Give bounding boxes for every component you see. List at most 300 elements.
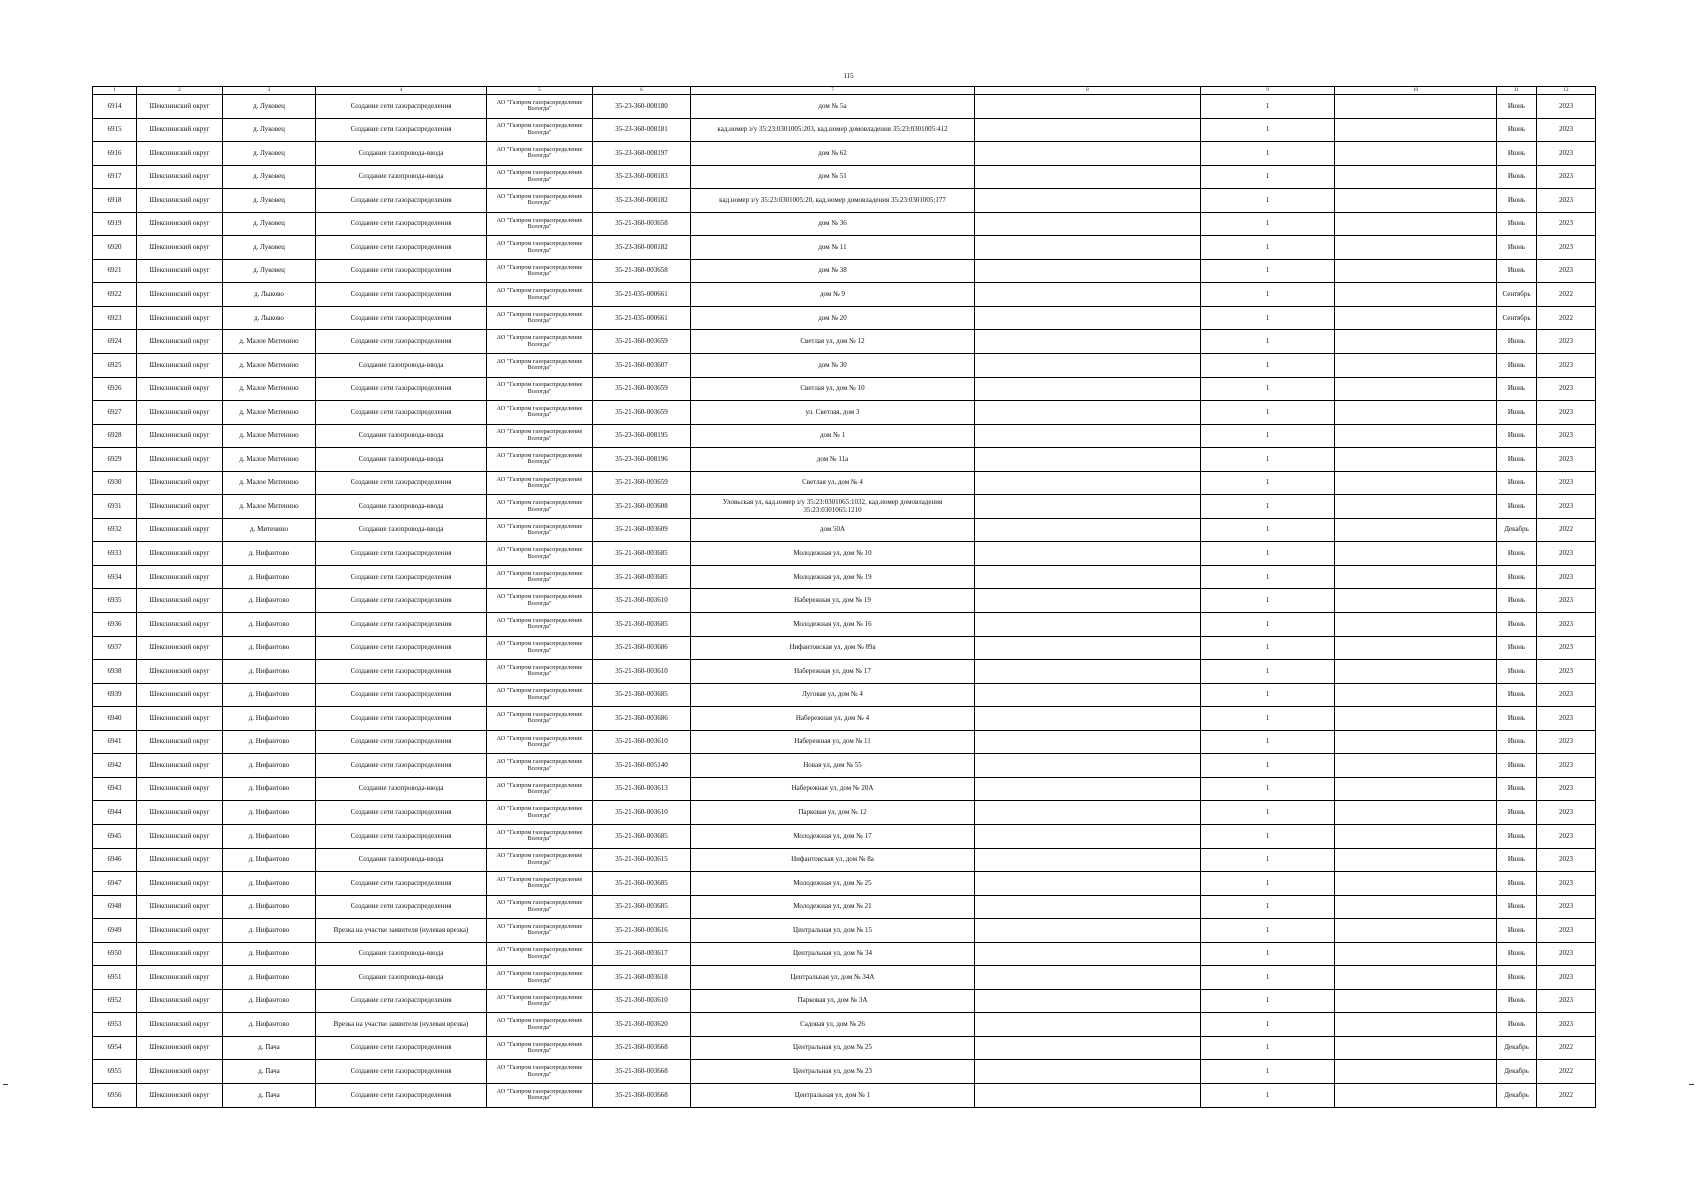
work-type-cell: Создание газопровода-ввода [316, 424, 487, 448]
year-cell: 2023 [1537, 754, 1596, 778]
settlement-cell: д. Нифантово [223, 777, 316, 801]
col-10-cell [1335, 919, 1497, 943]
col-8-cell [975, 118, 1201, 142]
organization-cell: АО "Газпром газораспределение Вологда" [487, 518, 593, 542]
table-row [93, 919, 1596, 943]
district-cell: Шекснинский округ [137, 683, 223, 707]
district-cell: Шекснинский округ [137, 966, 223, 990]
column-number-8: 8 [975, 87, 1201, 95]
work-type-cell: Создание сети газораспределения [316, 306, 487, 330]
quantity-cell: 1 [1201, 589, 1335, 613]
work-type-cell: Создание сети газораспределения [316, 542, 487, 566]
quantity-cell: 1 [1201, 989, 1335, 1013]
quantity-cell: 1 [1201, 730, 1335, 754]
organization-cell: АО "Газпром газораспределение Вологда" [487, 777, 593, 801]
application-number-cell: 35-21-360-003668 [593, 1060, 691, 1084]
table-row [93, 236, 1596, 260]
gas-connection-register-table [92, 86, 1596, 1108]
district-cell: Шекснинский округ [137, 495, 223, 519]
row-number-cell: 6931 [93, 495, 137, 519]
year-cell: 2023 [1537, 683, 1596, 707]
organization-cell: АО "Газпром газораспределение Вологда" [487, 942, 593, 966]
address-cell: Центральная ул, дом № 23 [691, 1060, 975, 1084]
table-row [93, 283, 1596, 307]
month-cell: Июнь [1497, 330, 1537, 354]
organization-cell: АО "Газпром газораспределение Вологда" [487, 118, 593, 142]
quantity-cell: 1 [1201, 189, 1335, 213]
table-row [93, 142, 1596, 166]
row-number-cell: 6956 [93, 1083, 137, 1107]
address-cell: дом № 51 [691, 165, 975, 189]
address-cell: Светлая ул, дом № 12 [691, 330, 975, 354]
organization-cell: АО "Газпром газораспределение Вологда" [487, 1013, 593, 1037]
quantity-cell: 1 [1201, 1036, 1335, 1060]
work-type-cell: Создание сети газораспределения [316, 801, 487, 825]
quantity-cell: 1 [1201, 354, 1335, 378]
work-type-cell: Врезка на участке заявителя (нулевая врезка) [316, 1013, 487, 1037]
settlement-cell: д. Луковец [223, 259, 316, 283]
col-10-cell [1335, 989, 1497, 1013]
settlement-cell: д. Нифантово [223, 989, 316, 1013]
work-type-cell: Создание сети газораспределения [316, 1036, 487, 1060]
organization-cell: АО "Газпром газораспределение Вологда" [487, 707, 593, 731]
col-8-cell [975, 1013, 1201, 1037]
table-row [93, 354, 1596, 378]
month-cell: Июнь [1497, 730, 1537, 754]
row-number-cell: 6924 [93, 330, 137, 354]
year-cell: 2023 [1537, 966, 1596, 990]
column-number-9: 9 [1201, 87, 1335, 95]
settlement-cell: д. Малое Митенино [223, 330, 316, 354]
row-number-cell: 6926 [93, 377, 137, 401]
month-cell: Июнь [1497, 824, 1537, 848]
col-8-cell [975, 754, 1201, 778]
col-10-cell [1335, 872, 1497, 896]
column-number-11: 11 [1497, 87, 1537, 95]
col-8-cell [975, 683, 1201, 707]
organization-cell: АО "Газпром газораспределение Вологда" [487, 542, 593, 566]
col-10-cell [1335, 1083, 1497, 1107]
col-8-cell [975, 424, 1201, 448]
month-cell: Июнь [1497, 660, 1537, 684]
column-number-3: 3 [223, 87, 316, 95]
settlement-cell: д. Малое Митенино [223, 495, 316, 519]
application-number-cell: 35-21-360-003658 [593, 259, 691, 283]
col-8-cell [975, 259, 1201, 283]
col-10-cell [1335, 636, 1497, 660]
organization-cell: АО "Газпром газораспределение Вологда" [487, 471, 593, 495]
row-number-cell: 6954 [93, 1036, 137, 1060]
month-cell: Июнь [1497, 636, 1537, 660]
settlement-cell: д. Нифантово [223, 730, 316, 754]
right-edge-mark [1689, 1084, 1694, 1085]
month-cell: Июнь [1497, 707, 1537, 731]
quantity-cell: 1 [1201, 824, 1335, 848]
month-cell: Июнь [1497, 259, 1537, 283]
row-number-cell: 6921 [93, 259, 137, 283]
year-cell: 2023 [1537, 660, 1596, 684]
month-cell: Июнь [1497, 989, 1537, 1013]
col-8-cell [975, 707, 1201, 731]
district-cell: Шекснинский округ [137, 707, 223, 731]
table-row [93, 683, 1596, 707]
address-cell: Центральная ул, дом № 15 [691, 919, 975, 943]
table-row [93, 801, 1596, 825]
table-row [93, 660, 1596, 684]
col-8-cell [975, 283, 1201, 307]
application-number-cell: 35-21-360-003668 [593, 1083, 691, 1107]
application-number-cell: 35-21-360-003668 [593, 1036, 691, 1060]
district-cell: Шекснинский округ [137, 636, 223, 660]
col-8-cell [975, 730, 1201, 754]
row-number-cell: 6948 [93, 895, 137, 919]
month-cell: Июнь [1497, 424, 1537, 448]
table-row [93, 707, 1596, 731]
left-edge-mark [3, 1084, 8, 1085]
quantity-cell: 1 [1201, 872, 1335, 896]
col-10-cell [1335, 165, 1497, 189]
address-cell: Молодежная ул, дом № 16 [691, 613, 975, 637]
work-type-cell: Создание сети газораспределения [316, 895, 487, 919]
col-8-cell [975, 471, 1201, 495]
col-10-cell [1335, 707, 1497, 731]
col-10-cell [1335, 824, 1497, 848]
district-cell: Шекснинский округ [137, 471, 223, 495]
year-cell: 2023 [1537, 424, 1596, 448]
year-cell: 2023 [1537, 613, 1596, 637]
application-number-cell: 35-21-360-003658 [593, 212, 691, 236]
organization-cell: АО "Газпром газораспределение Вологда" [487, 848, 593, 872]
address-cell: Новая ул, дом № 55 [691, 754, 975, 778]
address-cell: Нифантовская ул, дом № 8а [691, 848, 975, 872]
col-10-cell [1335, 966, 1497, 990]
work-type-cell: Создание сети газораспределения [316, 1060, 487, 1084]
settlement-cell: д. Нифантово [223, 848, 316, 872]
settlement-cell: д. Малое Митенино [223, 377, 316, 401]
settlement-cell: д. Нифантово [223, 542, 316, 566]
column-number-5: 5 [487, 87, 593, 95]
organization-cell: АО "Газпром газораспределение Вологда" [487, 165, 593, 189]
settlement-cell: д. Луковец [223, 236, 316, 260]
year-cell: 2023 [1537, 330, 1596, 354]
work-type-cell: Создание сети газораспределения [316, 683, 487, 707]
month-cell: Июнь [1497, 401, 1537, 425]
application-number-cell: 35-21-360-003610 [593, 589, 691, 613]
application-number-cell: 35-23-360-008196 [593, 448, 691, 472]
col-10-cell [1335, 565, 1497, 589]
work-type-cell: Создание сети газораспределения [316, 236, 487, 260]
quantity-cell: 1 [1201, 236, 1335, 260]
organization-cell: АО "Газпром газораспределение Вологда" [487, 989, 593, 1013]
table-row [93, 189, 1596, 213]
settlement-cell: д. Нифантово [223, 824, 316, 848]
quantity-cell: 1 [1201, 707, 1335, 731]
row-number-cell: 6938 [93, 660, 137, 684]
work-type-cell: Создание газопровода-ввода [316, 354, 487, 378]
organization-cell: АО "Газпром газораспределение Вологда" [487, 872, 593, 896]
month-cell: Июнь [1497, 919, 1537, 943]
col-10-cell [1335, 1060, 1497, 1084]
col-8-cell [975, 542, 1201, 566]
application-number-cell: 35-23-360-008181 [593, 118, 691, 142]
address-cell: Молодежная ул, дом № 25 [691, 872, 975, 896]
settlement-cell: д. Пача [223, 1060, 316, 1084]
table-row [93, 118, 1596, 142]
row-number-cell: 6935 [93, 589, 137, 613]
settlement-cell: д. Малое Митенино [223, 448, 316, 472]
organization-cell: АО "Газпром газораспределение Вологда" [487, 1060, 593, 1084]
table-row [93, 471, 1596, 495]
quantity-cell: 1 [1201, 495, 1335, 519]
month-cell: Июнь [1497, 95, 1537, 119]
column-number-2: 2 [137, 87, 223, 95]
application-number-cell: 35-23-360-008182 [593, 189, 691, 213]
work-type-cell: Создание сети газораспределения [316, 589, 487, 613]
district-cell: Шекснинский округ [137, 754, 223, 778]
col-8-cell [975, 919, 1201, 943]
month-cell: Июнь [1497, 165, 1537, 189]
work-type-cell: Создание сети газораспределения [316, 824, 487, 848]
district-cell: Шекснинский округ [137, 565, 223, 589]
address-cell: Светлая ул, дом № 10 [691, 377, 975, 401]
col-8-cell [975, 966, 1201, 990]
year-cell: 2023 [1537, 471, 1596, 495]
district-cell: Шекснинский округ [137, 942, 223, 966]
year-cell: 2023 [1537, 189, 1596, 213]
quantity-cell: 1 [1201, 777, 1335, 801]
quantity-cell: 1 [1201, 330, 1335, 354]
row-number-cell: 6919 [93, 212, 137, 236]
table-row [93, 259, 1596, 283]
col-8-cell [975, 448, 1201, 472]
year-cell: 2023 [1537, 636, 1596, 660]
district-cell: Шекснинский округ [137, 424, 223, 448]
address-cell: Молодежная ул, дом № 10 [691, 542, 975, 566]
col-10-cell [1335, 942, 1497, 966]
col-8-cell [975, 495, 1201, 519]
row-number-cell: 6930 [93, 471, 137, 495]
row-number-cell: 6923 [93, 306, 137, 330]
quantity-cell: 1 [1201, 683, 1335, 707]
month-cell: Июнь [1497, 236, 1537, 260]
year-cell: 2023 [1537, 989, 1596, 1013]
row-number-cell: 6925 [93, 354, 137, 378]
year-cell: 2022 [1537, 1036, 1596, 1060]
district-cell: Шекснинский округ [137, 613, 223, 637]
work-type-cell: Создание сети газораспределения [316, 565, 487, 589]
col-8-cell [975, 377, 1201, 401]
year-cell: 2023 [1537, 848, 1596, 872]
application-number-cell: 35-21-360-003685 [593, 683, 691, 707]
application-number-cell: 35-23-360-008183 [593, 165, 691, 189]
table-row [93, 636, 1596, 660]
year-cell: 2022 [1537, 283, 1596, 307]
table-row [93, 613, 1596, 637]
district-cell: Шекснинский округ [137, 95, 223, 119]
col-8-cell [975, 354, 1201, 378]
row-number-cell: 6916 [93, 142, 137, 166]
table-row [93, 1083, 1596, 1107]
application-number-cell: 35-21-360-003685 [593, 542, 691, 566]
col-10-cell [1335, 542, 1497, 566]
col-10-cell [1335, 259, 1497, 283]
settlement-cell: д. Нифантово [223, 707, 316, 731]
col-10-cell [1335, 895, 1497, 919]
month-cell: Декабрь [1497, 518, 1537, 542]
table-row [93, 730, 1596, 754]
quantity-cell: 1 [1201, 165, 1335, 189]
col-8-cell [975, 1036, 1201, 1060]
work-type-cell: Создание газопровода-ввода [316, 777, 487, 801]
application-number-cell: 35-21-360-003685 [593, 872, 691, 896]
table-row [93, 754, 1596, 778]
work-type-cell: Создание сети газораспределения [316, 1083, 487, 1107]
year-cell: 2023 [1537, 1013, 1596, 1037]
table-row [93, 401, 1596, 425]
col-10-cell [1335, 660, 1497, 684]
month-cell: Сентябрь [1497, 283, 1537, 307]
address-cell: дом № 5а [691, 95, 975, 119]
application-number-cell: 35-21-360-003607 [593, 354, 691, 378]
address-cell: Центральная ул, дом № 34 [691, 942, 975, 966]
col-8-cell [975, 872, 1201, 896]
quantity-cell: 1 [1201, 95, 1335, 119]
col-10-cell [1335, 330, 1497, 354]
row-number-cell: 6943 [93, 777, 137, 801]
table-row [93, 377, 1596, 401]
district-cell: Шекснинский округ [137, 401, 223, 425]
column-number-10: 10 [1335, 87, 1497, 95]
month-cell: Июнь [1497, 801, 1537, 825]
settlement-cell: д. Митенино [223, 518, 316, 542]
month-cell: Июнь [1497, 377, 1537, 401]
quantity-cell: 1 [1201, 306, 1335, 330]
organization-cell: АО "Газпром газораспределение Вологда" [487, 565, 593, 589]
year-cell: 2023 [1537, 895, 1596, 919]
col-10-cell [1335, 801, 1497, 825]
organization-cell: АО "Газпром газораспределение Вологда" [487, 95, 593, 119]
district-cell: Шекснинский округ [137, 377, 223, 401]
col-8-cell [975, 165, 1201, 189]
organization-cell: АО "Газпром газораспределение Вологда" [487, 142, 593, 166]
address-cell: Луговая ул, дом № 4 [691, 683, 975, 707]
address-cell: Нифантовская ул, дом № 89а [691, 636, 975, 660]
organization-cell: АО "Газпром газораспределение Вологда" [487, 212, 593, 236]
settlement-cell: д. Нифантово [223, 589, 316, 613]
month-cell: Июнь [1497, 118, 1537, 142]
address-cell: кад.номер з/у 35:23:0301005:203, кад.номер домовладения 35:23:0301005:412 [691, 118, 975, 142]
application-number-cell: 35-21-360-003610 [593, 660, 691, 684]
work-type-cell: Создание сети газораспределения [316, 283, 487, 307]
application-number-cell: 35-21-360-003610 [593, 730, 691, 754]
organization-cell: АО "Газпром газораспределение Вологда" [487, 1083, 593, 1107]
col-8-cell [975, 189, 1201, 213]
district-cell: Шекснинский округ [137, 824, 223, 848]
address-cell: дом № 9 [691, 283, 975, 307]
settlement-cell: д. Нифантово [223, 966, 316, 990]
row-number-cell: 6955 [93, 1060, 137, 1084]
table-row [93, 895, 1596, 919]
work-type-cell: Создание сети газораспределения [316, 401, 487, 425]
organization-cell: АО "Газпром газораспределение Вологда" [487, 636, 593, 660]
district-cell: Шекснинский округ [137, 118, 223, 142]
col-8-cell [975, 95, 1201, 119]
table-row [93, 448, 1596, 472]
application-number-cell: 35-21-360-003616 [593, 919, 691, 943]
work-type-cell: Создание сети газораспределения [316, 730, 487, 754]
year-cell: 2023 [1537, 236, 1596, 260]
row-number-cell: 6942 [93, 754, 137, 778]
row-number-cell: 6949 [93, 919, 137, 943]
address-cell: дом № 36 [691, 212, 975, 236]
work-type-cell: Создание газопровода-ввода [316, 448, 487, 472]
table-row [93, 1036, 1596, 1060]
address-cell: дом № 20 [691, 306, 975, 330]
register-sheet [92, 86, 1595, 1108]
quantity-cell: 1 [1201, 542, 1335, 566]
quantity-cell: 1 [1201, 636, 1335, 660]
month-cell: Декабрь [1497, 1060, 1537, 1084]
settlement-cell: д. Нифантово [223, 1013, 316, 1037]
row-number-cell: 6936 [93, 613, 137, 637]
address-cell: Центральная ул, дом № 34А [691, 966, 975, 990]
year-cell: 2022 [1537, 1060, 1596, 1084]
work-type-cell: Создание сети газораспределения [316, 989, 487, 1013]
year-cell: 2023 [1537, 801, 1596, 825]
col-8-cell [975, 989, 1201, 1013]
organization-cell: АО "Газпром газораспределение Вологда" [487, 1036, 593, 1060]
table-row [93, 330, 1596, 354]
row-number-cell: 6928 [93, 424, 137, 448]
application-number-cell: 35-21-360-003609 [593, 518, 691, 542]
month-cell: Июнь [1497, 212, 1537, 236]
col-10-cell [1335, 401, 1497, 425]
work-type-cell: Создание газопровода-ввода [316, 942, 487, 966]
district-cell: Шекснинский округ [137, 259, 223, 283]
quantity-cell: 1 [1201, 259, 1335, 283]
settlement-cell: д. Луковец [223, 212, 316, 236]
settlement-cell: д. Нифантово [223, 895, 316, 919]
month-cell: Июнь [1497, 683, 1537, 707]
address-cell: Молодежная ул, дом № 19 [691, 565, 975, 589]
district-cell: Шекснинский округ [137, 354, 223, 378]
col-8-cell [975, 801, 1201, 825]
work-type-cell: Создание сети газораспределения [316, 330, 487, 354]
col-8-cell [975, 212, 1201, 236]
district-cell: Шекснинский округ [137, 1013, 223, 1037]
organization-cell: АО "Газпром газораспределение Вологда" [487, 354, 593, 378]
address-cell: Центральная ул, дом № 25 [691, 1036, 975, 1060]
organization-cell: АО "Газпром газораспределение Вологда" [487, 824, 593, 848]
settlement-cell: д. Луковец [223, 142, 316, 166]
year-cell: 2023 [1537, 872, 1596, 896]
column-number-12: 12 [1537, 87, 1596, 95]
row-number-cell: 6946 [93, 848, 137, 872]
application-number-cell: 35-21-360-003685 [593, 824, 691, 848]
organization-cell: АО "Газпром газораспределение Вологда" [487, 495, 593, 519]
table-row [93, 1060, 1596, 1084]
row-number-cell: 6927 [93, 401, 137, 425]
row-number-cell: 6920 [93, 236, 137, 260]
row-number-cell: 6945 [93, 824, 137, 848]
quantity-cell: 1 [1201, 424, 1335, 448]
quantity-cell: 1 [1201, 401, 1335, 425]
work-type-cell: Создание сети газораспределения [316, 471, 487, 495]
district-cell: Шекснинский округ [137, 872, 223, 896]
application-number-cell: 35-21-360-003610 [593, 801, 691, 825]
month-cell: Июнь [1497, 754, 1537, 778]
district-cell: Шекснинский округ [137, 1060, 223, 1084]
